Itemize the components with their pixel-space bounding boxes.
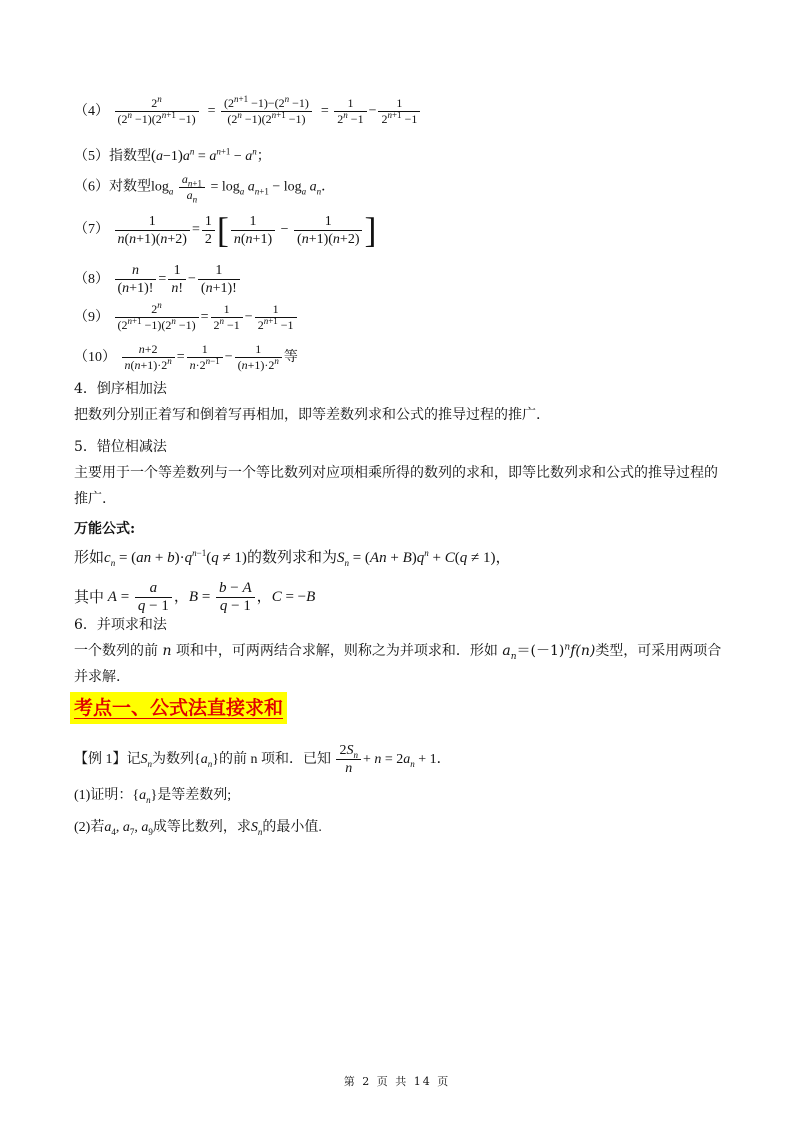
section-4 xyxy=(74,376,730,428)
section-banner: 考点一、公式法直接求和 xyxy=(70,692,287,724)
formula-item-8: （8） $\frac{n}{(n+1)!}$ = $\frac{1}{n!}$ − $\frac{1}{(n+1)!}$ xyxy=(74,262,242,297)
item-text: 指数型 xyxy=(109,149,151,164)
item-label: （6） xyxy=(74,179,109,195)
section-heading: 6．并项求和法 xyxy=(74,617,167,633)
item-label: （10） xyxy=(74,349,116,365)
formula-item-10: （10） $\frac{n+2}{n(n+1)\cdot 2^n}$ = $\frac{1}{n\cdot 2^{n-1}}$ − $\frac{1}{(n+1)\cdot 2^n}$ 等 xyxy=(74,342,298,372)
section-5 xyxy=(74,434,730,512)
formula-item-9: （9） $\frac{2^n}{(2^{n+1} -1)(2^n -1)}$ = $\frac{1}{2^n -1}$ − $\frac{1}{2^{n+1} -1}$ xyxy=(74,302,299,333)
formula-item-6: （6）对数型$\log_a$ $\frac{a_{n+1}}{a_n}$ = $\log_a a_{n+1} - \log_a a_n$． xyxy=(74,172,336,205)
section-heading: 5．错位相减法 xyxy=(74,439,167,455)
page-footer: 第 2 页 共 14 页 xyxy=(343,1075,451,1088)
section-body: 主要用于一个等差数列与一个等比数列对应项相乘所得的数列的求和，即等比数列求和公式的推导过程的推广. xyxy=(74,465,718,507)
section-heading: 4．倒序相加法 xyxy=(74,381,167,397)
item-label: （4） xyxy=(74,103,109,119)
example-question-2: (2)若$a_4$, $a_7$, $a_9$成等比数列，求$S_n$的最小值. xyxy=(74,820,322,837)
formula-item-5: （5）指数型$(a-1)a^n = a^{n+1} - a^n$； xyxy=(74,146,271,164)
section-body: 一个数列的前 n 项和中，可两两结合求解，则称之为并项求和．形如 $a_n=(-1)^nf(n)$类型，可采用两项合并求解. xyxy=(74,642,722,685)
universal-line-2: 其中 A = $\frac{a}{q - 1}$ ，B = $\frac{b - A}{q - 1}$ ，C = −B xyxy=(74,580,316,614)
example-question-1: (1)证明：$\{a_n\}$是等差数列; xyxy=(74,788,232,805)
item-label: （9） xyxy=(74,309,109,325)
section-6 xyxy=(74,612,730,690)
universal-heading: 万能公式: xyxy=(74,521,136,537)
section-body: 把数列分别正着写和倒着写再相加，即等差数列求和公式的推导过程的推广. xyxy=(74,407,541,423)
formula-item-4: （4） $\frac{2^n}{(2^n -1)(2^{n+1} -1)}$ = $\frac{(2^{n+1} -1)-(2^n -1)}{(2^n -1)(2^{n+1} -1)}$ = $\frac{1}{2^n -1}$ − $\frac{1}{2^{n+1} -1}$ xyxy=(74,96,422,127)
formula-item-7: （7） $\frac{1}{n(n+1)(n+2)}$ = $\frac{1}{2}$ [ $\frac{1}{n(n+1)}$ − $\frac{1}{(n+1)(n+2)}$ ] xyxy=(74,210,377,250)
example-1-statement: 【例 1】记$S_n$为数列$\{a_n\}$的前 n 项和．已知 $\frac{2S_n}{n}$ + $n = 2a_n + 1$． xyxy=(74,743,451,776)
universal-line-1: 形如$c_n = (an + b)\cdot q^{n-1}(q \ne 1)$的数列求和为$S_n = (An + B)q^n + C(q \ne 1)$， xyxy=(74,548,511,568)
item-label: （7） xyxy=(74,222,109,237)
item-suffix: 等 xyxy=(283,349,298,365)
item-label: （8） xyxy=(74,271,109,287)
item-label: （5） xyxy=(74,149,109,164)
item-text: 对数型 xyxy=(109,179,151,195)
